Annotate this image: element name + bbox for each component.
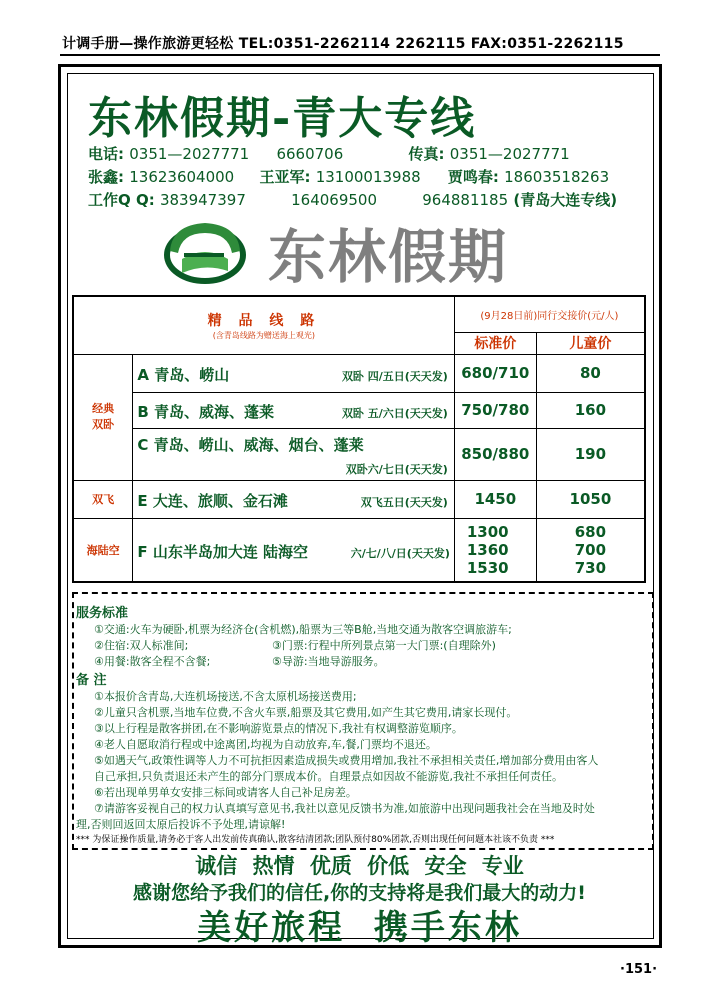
note-item: ④老人自愿取消行程或中途离团,均视为自动放弃,车,餐,门票均不退还。: [94, 738, 437, 751]
service-item: ②住宿:双人标准间;: [94, 639, 189, 652]
note-item: ①本报价含青岛,大连机场接送,不含太原机场接送费用;: [94, 690, 357, 703]
note-item: 理,否则回返回太原后投诉不予处理,请谅解!: [76, 818, 286, 831]
service-item: ③门票:行程中所列景点第一大门票:(自理除外): [272, 639, 496, 652]
contact-name-1: 张鑫:: [88, 168, 124, 186]
service-item: ④用餐:散客全程不含餐;: [94, 655, 211, 668]
route-name: B 青岛、威海、蓬莱 双卧 五/六日(天天发): [133, 392, 454, 428]
standard-price: 850/880: [454, 428, 536, 480]
contact-name-3: 贾鸣春:: [447, 168, 499, 186]
table-row: [73, 518, 645, 582]
standard-price-list: 1300 1360 1530: [454, 518, 536, 582]
category-fly: 双飞: [73, 480, 133, 518]
contact-phone-3: 18603518263: [504, 168, 610, 186]
contact-phone-2: 13100013988: [315, 168, 421, 186]
route-name: A 青岛、崂山 双卧 四/五日(天天发): [133, 354, 454, 392]
note-item: 自己承担,只负责退还未产生的部分门票成本价。自理景点如因故不能游览,我社不承担任何责任。: [94, 770, 563, 783]
phone-value-2: 6660706: [276, 145, 344, 163]
dl-logo-icon: [162, 215, 248, 285]
category-sea: 海陆空: [73, 518, 133, 582]
page-number: ·151·: [620, 962, 658, 977]
standard-price: 680/710: [454, 354, 536, 392]
contact-line-1: [88, 143, 570, 164]
notes-heading: 备 注: [76, 673, 107, 688]
table-note: (含青岛线路为赠送海上观光): [212, 330, 316, 340]
qq-label: 工作Q Q:: [88, 191, 155, 209]
service-item: ①交通:火车为硬卧,机票为经济仓(含机燃),船票为三等B舱,当地交通为散客空调旅游车;: [94, 623, 512, 636]
fax-label: 传真:: [408, 145, 445, 163]
note-item: ⑦请游客妥视自己的权力认真填写意见书,我社以意见反馈书为准,如旅游中出现问题我社会在当地及时处: [94, 802, 595, 815]
routes-table: [72, 295, 646, 583]
child-price: 80: [536, 354, 645, 392]
phone-value: 0351—2027771: [129, 145, 250, 163]
table-row: [73, 392, 645, 428]
note-item: ②儿童只含机票,当地车位费,不含火车票,船票及其它费用,如产生其它费用,请家长现付。: [94, 706, 518, 719]
contact-name-2: 王亚军:: [259, 168, 311, 186]
route-name: F 山东半岛加大连 陆海空 六/七/八/日(天天发): [133, 518, 454, 582]
fax-value: 0351—2027771: [449, 145, 570, 163]
slogan-values: 诚信 热情 优质 价低 安全 专业: [195, 854, 524, 878]
phone-label: 电话:: [88, 145, 124, 163]
service-section: [72, 592, 654, 850]
slogan-thanks: 感谢您给予我们的信任,你的支持将是我们最大的动力!: [133, 882, 586, 904]
child-price: 160: [536, 392, 645, 428]
contact-line-2: [88, 166, 609, 187]
note-item: ⑤如遇天气,政策性调等人力不可抗拒因素造成损失或费用增加,我社不承担相关责任,增加部分费用由客人: [94, 754, 599, 767]
service-heading: 服务标准: [76, 606, 129, 621]
note-item: ⑥若出现单男单女安排三标间或请客人自己补足房差。: [94, 786, 357, 799]
note-item: ③以上行程是散客拼团,在不影响游览景点的情况下,我社有权调整游览顺序。: [94, 722, 463, 735]
col-standard: 标准价: [454, 332, 536, 354]
route-name: E 大连、旅顺、金石滩 双飞五日(天天发): [133, 480, 454, 518]
child-price: 190: [536, 428, 645, 480]
child-price-list: 680 700 730: [536, 518, 645, 582]
header-text: 计调手册—操作旅游更轻松 TEL:0351-2262114 2262115 FAX:0351-2262115: [62, 36, 624, 52]
standard-price: 750/780: [454, 392, 536, 428]
brand-text: 东林假期: [268, 223, 509, 291]
table-row: [73, 480, 645, 518]
header-rule: [60, 54, 660, 56]
price-note: (9月28日前)同行交接价(元/人): [454, 296, 645, 332]
table-row: [73, 428, 645, 480]
contact-phone-1: 13623604000: [129, 168, 235, 186]
table-row: [73, 354, 645, 392]
page-title: 东林假期-青大专线: [88, 93, 477, 144]
standard-price: 1450: [454, 480, 536, 518]
service-item: ⑤导游:当地导游服务。: [272, 655, 385, 668]
qq-note: (青岛大连专线): [513, 191, 618, 209]
qq-value-2: 164069500: [291, 191, 378, 209]
qq-value-3: 964881185: [422, 191, 509, 209]
col-child: 儿童价: [536, 332, 645, 354]
category-classic: 经典双卧: [73, 354, 133, 480]
contact-line-3: [88, 189, 617, 210]
service-footer: *** 为保证操作质量,请务必于客人出发前传真确认,散客结清团款;团队预付80%团款,否则出现任何问题本社该不负责 ***: [76, 835, 555, 845]
table-title-cell: [73, 296, 454, 354]
slogan-main: 美好旅程 携手东林: [197, 908, 522, 948]
child-price: 1050: [536, 480, 645, 518]
table-title: 精 品 线 路: [207, 312, 321, 329]
qq-value-1: 383947397: [159, 191, 246, 209]
route-name: C 青岛、崂山、威海、烟台、蓬莱 双卧六/七日(天天发): [133, 428, 454, 480]
